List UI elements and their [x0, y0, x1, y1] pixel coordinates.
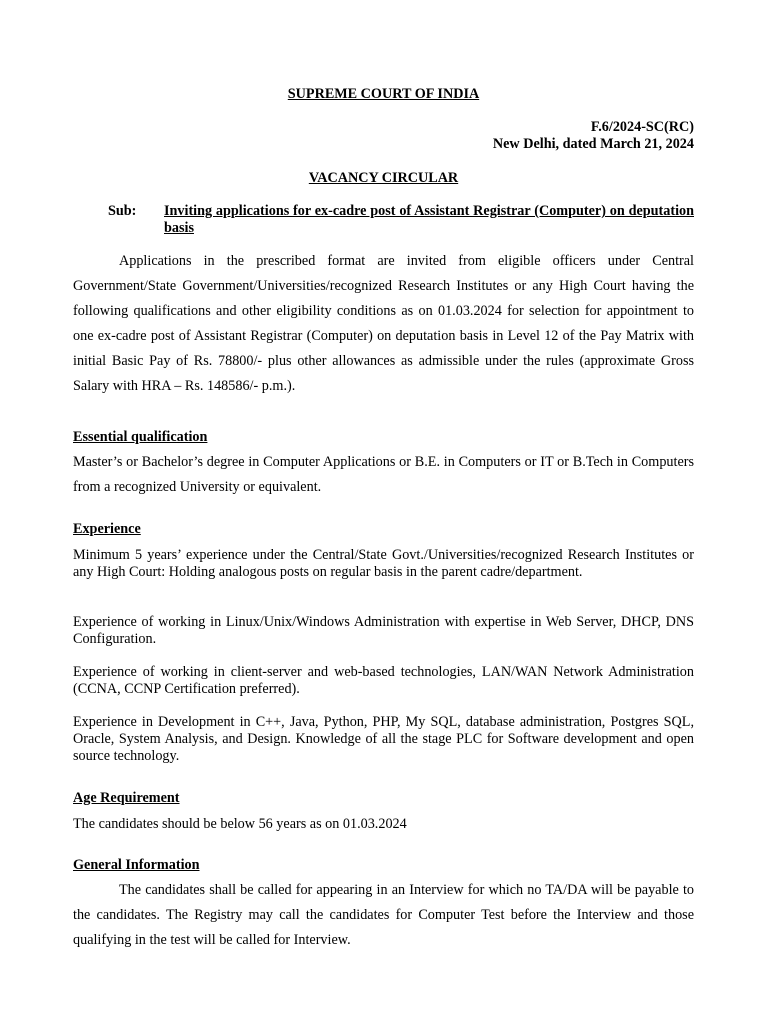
qualification-text: Master’s or Bachelor’s degree in Computer Applications or B.E. in Computers or IT or B.Tech in Computers from a recognized University or equivalent. — [73, 454, 694, 495]
experience-heading: Experience — [73, 521, 141, 537]
age-text: The candidates should be below 56 years as on 01.03.2024 — [73, 816, 407, 832]
circular-title: VACANCY CIRCULAR — [308, 170, 459, 186]
reference-number: F.6/2024-SC(RC) — [590, 119, 694, 135]
qualification-heading: Essential qualification — [73, 429, 208, 445]
age-heading: Age Requirement — [73, 790, 180, 806]
reference-block — [73, 119, 694, 153]
place-date: New Delhi, dated March 21, 2024 — [492, 136, 694, 152]
subject-text: Inviting applications for ex-cadre post of Assistant Registrar (Computer) on deputation basis — [164, 203, 694, 236]
subject-label: Sub: — [108, 203, 137, 219]
general-heading: General Information — [73, 857, 200, 873]
intro-paragraph: Applications in the prescribed format are invited from eligible officers under Central Government/State Government/Universities/recognized Research Institutes or any High Court having the following qualifications and other eligibility conditions as on 01.03.2024 for selection for appointment to one ex-cadre post of Assistant Registrar (Computer) on deputation basis in Level 12 of the Pay Matrix with initial Basic Pay of Rs. 78800/- plus other allowances as admissible under the rules (approximate Gross Salary with HRA – Rs. 148586/- p.m.). — [73, 253, 694, 394]
experience-item: Experience of working in Linux/Unix/Windows Administration with expertise in Web Server, DHCP, DNS Configuration. — [73, 614, 694, 647]
experience-item: Experience of working in client-server and web-based technologies, LAN/WAN Network Administration (CCNA, CCNP Certification preferred). — [73, 664, 694, 697]
experience-item: Experience in Development in C++, Java, Python, PHP, My SQL, database administration, Postgres SQL, Oracle, System Analysis, and Design. Knowledge of all the stage PLC for Software development and open source technology. — [73, 714, 694, 764]
document-title: SUPREME COURT OF INDIA — [287, 86, 480, 102]
general-text: The candidates shall be called for appearing in an Interview for which no TA/DA will be payable to the candidates. The Registry may call the candidates for Computer Test before the Interview and those qualifying in the test will be called for Interview. — [73, 882, 694, 948]
experience-item: Minimum 5 years’ experience under the Central/State Govt./Universities/recognized Research Institutes or any High Court: Holding analogous posts on regular basis in the parent cadre/department. — [73, 547, 694, 580]
